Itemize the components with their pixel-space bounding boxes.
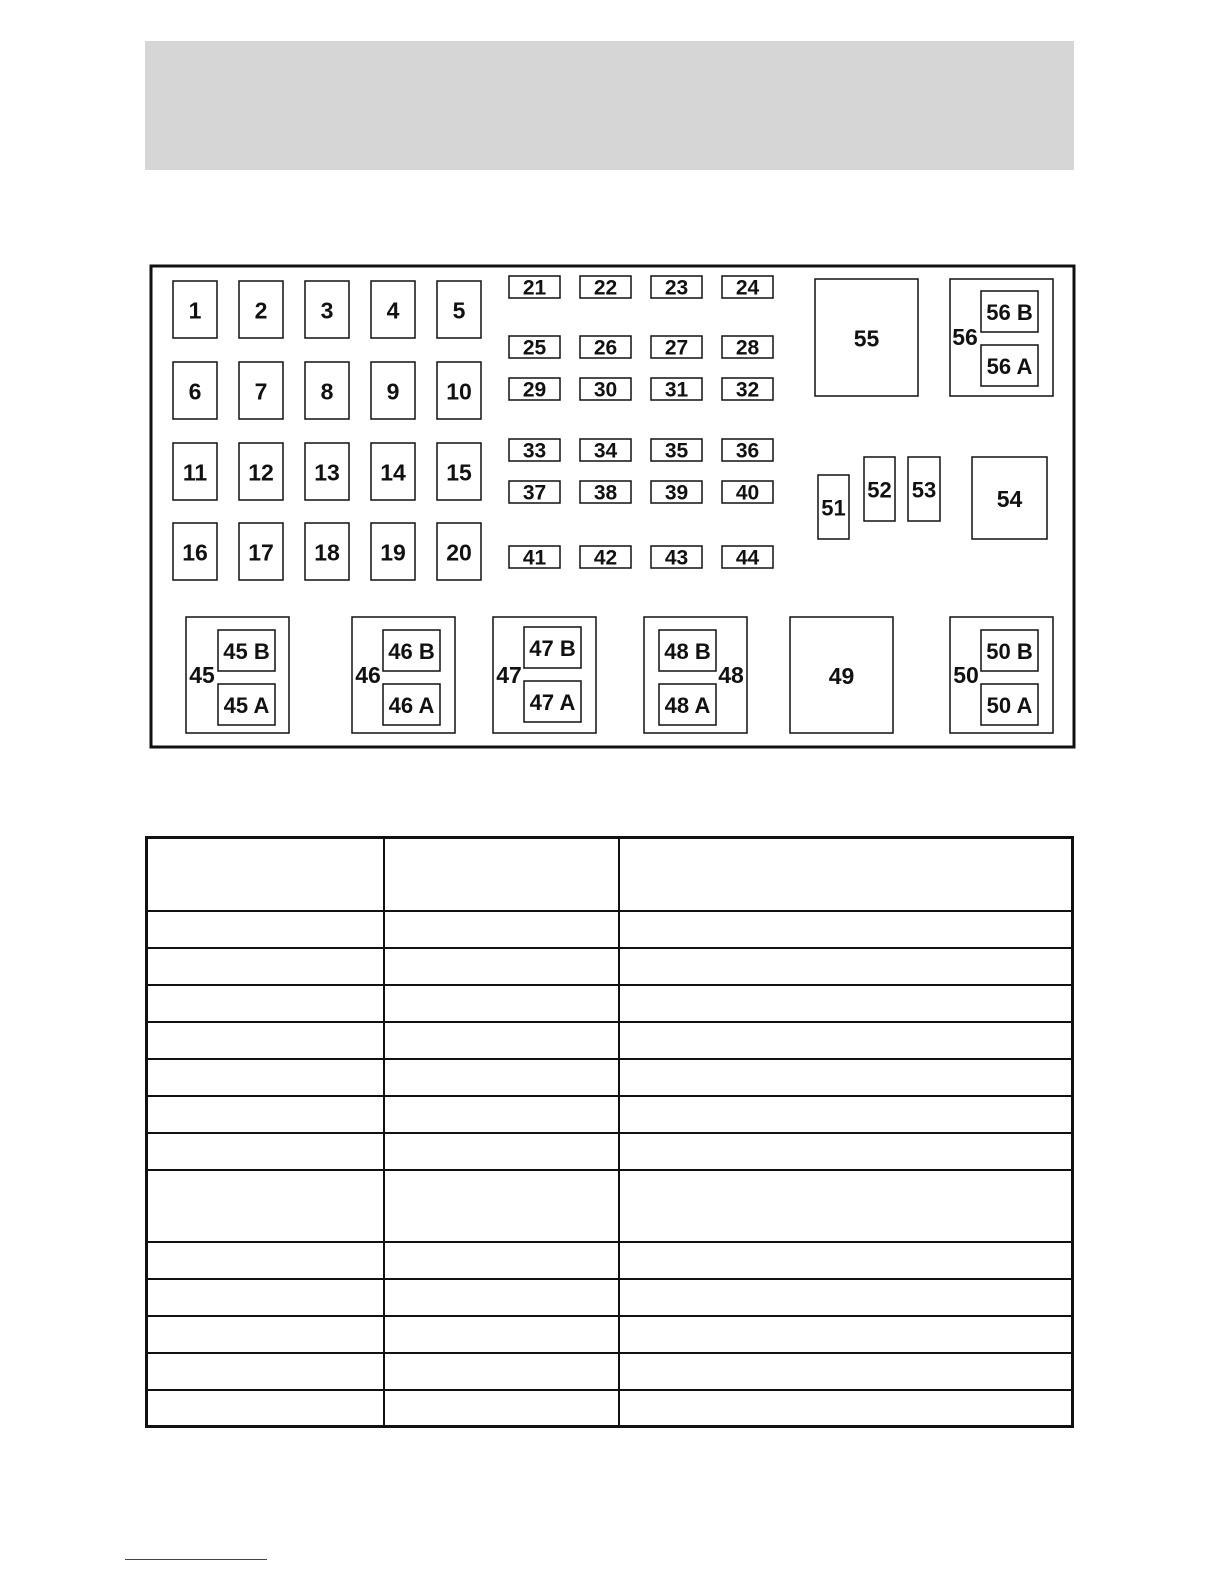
table-row	[147, 1353, 1073, 1390]
table-cell	[619, 985, 1073, 1022]
table-cell	[147, 1059, 384, 1096]
table-row	[147, 1096, 1073, 1133]
table-cell	[619, 1390, 1073, 1427]
fuse-label-14: 14	[380, 459, 406, 486]
table-cell	[147, 1390, 384, 1427]
fuse-label-50a: 50 A	[986, 693, 1033, 718]
fuse-label-10: 10	[446, 378, 472, 405]
fuse-label-40: 40	[735, 481, 760, 505]
fuse-label-45b: 45 B	[223, 639, 270, 664]
fuse-label-48a: 48 A	[664, 693, 711, 718]
fuse-label-46a: 46 A	[388, 693, 435, 718]
table-row	[147, 1059, 1073, 1096]
fuse-label-26: 26	[593, 336, 618, 360]
table-cell	[147, 948, 384, 985]
table-cell	[619, 1316, 1073, 1353]
fuse-label-18: 18	[314, 539, 340, 566]
table-cell	[384, 1170, 619, 1242]
fuse-label-24: 24	[735, 276, 760, 300]
table-row	[147, 1133, 1073, 1170]
table-cell	[147, 985, 384, 1022]
fuse-label-47b: 47 B	[529, 636, 576, 661]
table-header-row	[147, 838, 1073, 911]
table-row	[147, 948, 1073, 985]
fuse-label-5: 5	[452, 297, 466, 324]
fuse-label-19: 19	[380, 539, 406, 566]
fuse-label-47a: 47 A	[529, 690, 576, 715]
fuse-label-55: 55	[853, 325, 880, 352]
fuse-label-46: 46	[355, 662, 381, 688]
fuse-label-41: 41	[522, 546, 547, 570]
fuse-label-42: 42	[593, 546, 618, 570]
table-header-cell	[619, 838, 1073, 911]
fuse-label-22: 22	[593, 276, 618, 300]
table-cell	[619, 1242, 1073, 1279]
table-cell	[384, 1096, 619, 1133]
fuse-label-48: 48	[718, 662, 744, 688]
table-row	[147, 1316, 1073, 1353]
fuse-label-3: 3	[320, 297, 334, 324]
fuse-label-53: 53	[911, 477, 937, 503]
fuse-label-4: 4	[386, 297, 400, 324]
table-row	[147, 1170, 1073, 1242]
table-cell	[619, 1059, 1073, 1096]
fuse-label-52: 52	[867, 477, 892, 503]
fuse-label-31: 31	[664, 378, 689, 402]
fuse-label-28: 28	[735, 336, 760, 360]
fuse-label-1: 1	[188, 297, 202, 324]
fuse-label-38: 38	[593, 481, 618, 505]
table-cell	[619, 948, 1073, 985]
table-header-cell	[147, 838, 384, 911]
table-cell	[384, 948, 619, 985]
fuse-label-45: 45	[189, 662, 215, 688]
fuse-label-16: 16	[182, 539, 208, 566]
table-row	[147, 911, 1073, 948]
fuse-label-44: 44	[735, 546, 760, 570]
table-cell	[384, 985, 619, 1022]
fuse-label-13: 13	[314, 459, 340, 486]
fuse-table	[145, 836, 1074, 1428]
fuse-label-36: 36	[735, 439, 760, 463]
fuse-label-34: 34	[593, 439, 618, 463]
fuse-label-12: 12	[248, 459, 274, 486]
table-cell	[384, 1133, 619, 1170]
table-cell	[384, 1242, 619, 1279]
table-cell	[147, 1170, 384, 1242]
table-cell	[384, 1279, 619, 1316]
table-cell	[384, 911, 619, 948]
fuse-label-50b: 50 B	[986, 639, 1033, 664]
table-cell	[619, 1170, 1073, 1242]
fuse-label-35: 35	[664, 439, 689, 463]
table-cell	[147, 1096, 384, 1133]
fuse-label-49: 49	[828, 663, 855, 689]
table-cell	[147, 911, 384, 948]
table-cell	[619, 1096, 1073, 1133]
fuse-label-25: 25	[522, 336, 547, 360]
fuse-label-39: 39	[664, 481, 689, 505]
fuse-label-30: 30	[593, 378, 618, 402]
table-cell	[384, 1059, 619, 1096]
table-cell	[147, 1279, 384, 1316]
fuse-label-21: 21	[522, 276, 547, 300]
fuse-label-45a: 45 A	[223, 693, 270, 718]
table-row	[147, 1279, 1073, 1316]
fuse-label-43: 43	[664, 546, 689, 570]
table-cell	[384, 1022, 619, 1059]
fuse-label-46b: 46 B	[388, 639, 435, 664]
fuse-label-50: 50	[953, 662, 979, 688]
table-cell	[147, 1133, 384, 1170]
table-cell	[384, 1390, 619, 1427]
fuse-label-23: 23	[664, 276, 689, 300]
table-row	[147, 1242, 1073, 1279]
fuse-label-27: 27	[664, 336, 689, 360]
fuse-label-6: 6	[188, 378, 202, 405]
table-cell	[619, 1279, 1073, 1316]
table-cell	[147, 1242, 384, 1279]
table-cell	[384, 1316, 619, 1353]
table-header-cell	[384, 838, 619, 911]
fuse-label-56b: 56 B	[986, 300, 1033, 325]
table-cell	[147, 1353, 384, 1390]
fuse-label-20: 20	[446, 539, 472, 566]
footer-link-underline	[125, 1559, 267, 1560]
table-cell	[619, 1022, 1073, 1059]
table-cell	[147, 1022, 384, 1059]
fuse-label-54: 54	[996, 486, 1023, 512]
table-cell	[619, 1353, 1073, 1390]
fuse-label-29: 29	[522, 378, 547, 402]
fuse-label-51: 51	[821, 495, 846, 521]
fuse-label-11: 11	[182, 459, 208, 486]
table-row	[147, 1390, 1073, 1427]
fuse-label-8: 8	[320, 378, 334, 405]
fuse-label-56: 56	[952, 324, 978, 350]
fuse-label-15: 15	[446, 459, 472, 486]
fuse-label-9: 9	[386, 378, 400, 405]
fuse-label-7: 7	[254, 378, 268, 405]
fuse-label-48b: 48 B	[664, 639, 711, 664]
table-row	[147, 1022, 1073, 1059]
fuse-label-17: 17	[248, 539, 274, 566]
fuse-label-47: 47	[496, 662, 522, 688]
table-cell	[384, 1353, 619, 1390]
fuse-label-33: 33	[522, 439, 547, 463]
fuse-label-37: 37	[522, 481, 547, 505]
table-cell	[619, 911, 1073, 948]
fuse-label-2: 2	[254, 297, 268, 324]
table-cell	[619, 1133, 1073, 1170]
table-cell	[147, 1316, 384, 1353]
fuse-label-32: 32	[735, 378, 760, 402]
fuse-label-56a: 56 A	[986, 354, 1033, 379]
table-row	[147, 985, 1073, 1022]
